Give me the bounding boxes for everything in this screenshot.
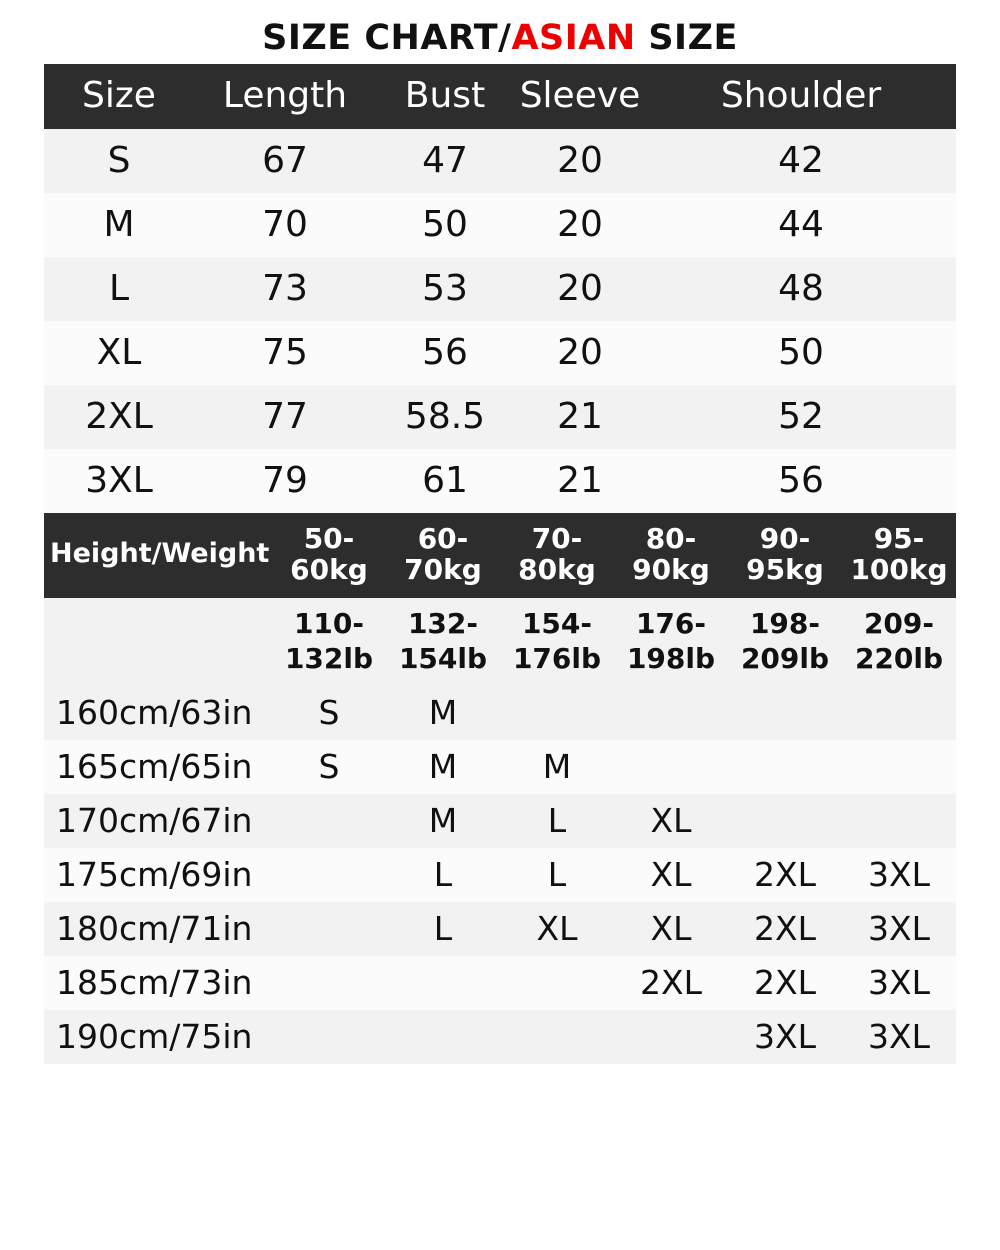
cell-bust: 56 [376,321,514,385]
weight-kg-col-4 [614,513,728,598]
weight-lb-col-4-a: 176- [635,606,707,640]
height-weight-body [44,686,956,1064]
weight-lb-col-2-b: 154lb [398,641,488,675]
cell-size-rec [500,1010,614,1064]
cell-bust: 50 [376,193,514,257]
table-row [44,449,956,513]
cell-size-rec [728,794,842,848]
cell-shoulder: 42 [646,129,956,193]
tables-container [44,64,956,1064]
column-header-bust: Bust [376,64,514,129]
cell-size-rec [272,902,386,956]
weight-kg-col-1 [272,513,386,598]
cell-bust: 47 [376,129,514,193]
row-label-height: 180cm/71in [44,902,272,956]
cell-size-rec [842,740,956,794]
cell-shoulder: 48 [646,257,956,321]
cell-size-rec: M [500,740,614,794]
weight-lb-col-6-a: 209- [863,606,935,640]
cell-size-rec: 3XL [728,1010,842,1064]
cell-size: 3XL [44,449,194,513]
cell-size-rec [272,956,386,1010]
cell-size: 2XL [44,385,194,449]
table-row [44,848,956,902]
weight-lb-col-2 [386,598,500,686]
weight-kg-col-4-b: 90kg [632,553,710,587]
cell-shoulder: 56 [646,449,956,513]
cell-size-rec: S [272,686,386,740]
table-row [44,740,956,794]
height-weight-table [44,513,956,1064]
column-header-sleeve: Sleeve [514,64,646,129]
cell-size-rec: XL [614,902,728,956]
weight-kg-col-5 [728,513,842,598]
cell-size-rec: M [386,794,500,848]
column-header-size: Size [44,64,194,129]
weight-kg-col-1-a: 50- [303,522,355,555]
weight-lb-col-6-b: 220lb [854,641,944,675]
cell-size-rec [500,686,614,740]
cell-size-rec [842,794,956,848]
cell-size-rec: 3XL [842,848,956,902]
cell-length: 75 [194,321,376,385]
cell-length: 77 [194,385,376,449]
cell-size-rec [272,794,386,848]
weight-lb-col-3-a: 154- [521,606,593,640]
weight-lb-col-4-b: 198lb [626,641,716,675]
weight-lb-col-5-b: 209lb [740,641,830,675]
cell-length: 79 [194,449,376,513]
table-row [44,1010,956,1064]
cell-size-rec: 3XL [842,956,956,1010]
cell-size-rec: L [500,794,614,848]
row-label-height: 175cm/69in [44,848,272,902]
table-row [44,794,956,848]
cell-size-rec: L [500,848,614,902]
page-title-accent: ASIAN [511,18,636,58]
cell-size-rec [614,740,728,794]
cell-size-rec: 3XL [842,902,956,956]
weight-lb-col-3 [500,598,614,686]
cell-size: M [44,193,194,257]
weight-kg-col-6-b: 100kg [850,553,948,587]
cell-size-rec: 3XL [842,1010,956,1064]
cell-size-rec: 2XL [728,902,842,956]
cell-size-rec [386,1010,500,1064]
row-label-height: 170cm/67in [44,794,272,848]
cell-bust: 53 [376,257,514,321]
weight-kg-col-5-a: 90- [759,522,811,555]
cell-size-rec [272,1010,386,1064]
row-label-height: 165cm/65in [44,740,272,794]
cell-size-rec [728,740,842,794]
cell-size: L [44,257,194,321]
column-header-length: Length [194,64,376,129]
cell-shoulder: 52 [646,385,956,449]
cell-size-rec: XL [614,794,728,848]
weight-lb-col-1-a: 110- [293,606,365,640]
weight-lb-col-1 [272,598,386,686]
weight-kg-col-2 [386,513,500,598]
table-row [44,257,956,321]
table-header-row [44,64,956,129]
cell-size-rec: L [386,902,500,956]
cell-size-rec: M [386,740,500,794]
table-row [44,956,956,1010]
cell-sleeve: 20 [514,257,646,321]
weight-kg-col-5-b: 95kg [746,553,824,587]
weight-kg-col-2-a: 60- [417,522,469,555]
measurement-table-head [44,64,956,129]
weight-lb-col-1-b: 132lb [284,641,374,675]
page-title [0,0,1000,64]
page-title-part2: SIZE [635,18,738,58]
cell-size-rec [386,956,500,1010]
cell-size-rec: M [386,686,500,740]
cell-size-rec: S [272,740,386,794]
cell-size: XL [44,321,194,385]
cell-size-rec: XL [614,848,728,902]
weight-kg-col-6-a: 95- [873,522,925,555]
weight-lb-col-5 [728,598,842,686]
page-title-part1: SIZE CHART/ [262,18,512,58]
cell-size-rec: XL [500,902,614,956]
cell-length: 73 [194,257,376,321]
weight-kg-col-6 [842,513,956,598]
cell-sleeve: 21 [514,385,646,449]
cell-size: S [44,129,194,193]
cell-size-rec [842,686,956,740]
weight-lb-col-4 [614,598,728,686]
weight-lb-col-3-b: 176lb [512,641,602,675]
cell-bust: 61 [376,449,514,513]
weight-lb-col-2-a: 132- [407,606,479,640]
weight-lb-col-5-a: 198- [749,606,821,640]
weight-kg-col-2-b: 70kg [404,553,482,587]
weight-kg-col-3-a: 70- [531,522,583,555]
height-weight-header [44,513,956,686]
table-row [44,686,956,740]
weight-lb-header-row [44,598,956,686]
cell-shoulder: 50 [646,321,956,385]
cell-size-rec: 2XL [728,848,842,902]
cell-shoulder: 44 [646,193,956,257]
cell-size-rec [728,686,842,740]
cell-size-rec [614,1010,728,1064]
cell-sleeve: 20 [514,129,646,193]
cell-length: 67 [194,129,376,193]
column-header-shoulder: Shoulder [646,64,956,129]
cell-sleeve: 20 [514,321,646,385]
weight-kg-col-1-b: 60kg [290,553,368,587]
cell-sleeve: 20 [514,193,646,257]
weight-kg-col-4-a: 80- [645,522,697,555]
corner-label-height-weight: Height/Weight [44,513,272,598]
weight-kg-header-row [44,513,956,598]
row-label-height: 160cm/63in [44,686,272,740]
cell-size-rec [614,686,728,740]
cell-size-rec: 2XL [614,956,728,1010]
table-row [44,193,956,257]
table-row [44,902,956,956]
cell-size-rec [500,956,614,1010]
cell-size-rec [272,848,386,902]
weight-kg-col-3-b: 80kg [518,553,596,587]
table-row [44,129,956,193]
weight-lb-corner-blank [44,598,272,686]
cell-length: 70 [194,193,376,257]
measurement-table [44,64,956,513]
cell-size-rec: L [386,848,500,902]
cell-bust: 58.5 [376,385,514,449]
row-label-height: 185cm/73in [44,956,272,1010]
table-row [44,385,956,449]
table-row [44,321,956,385]
measurement-table-body [44,129,956,513]
weight-kg-col-3 [500,513,614,598]
weight-lb-col-6 [842,598,956,686]
cell-size-rec: 2XL [728,956,842,1010]
row-label-height: 190cm/75in [44,1010,272,1064]
cell-sleeve: 21 [514,449,646,513]
